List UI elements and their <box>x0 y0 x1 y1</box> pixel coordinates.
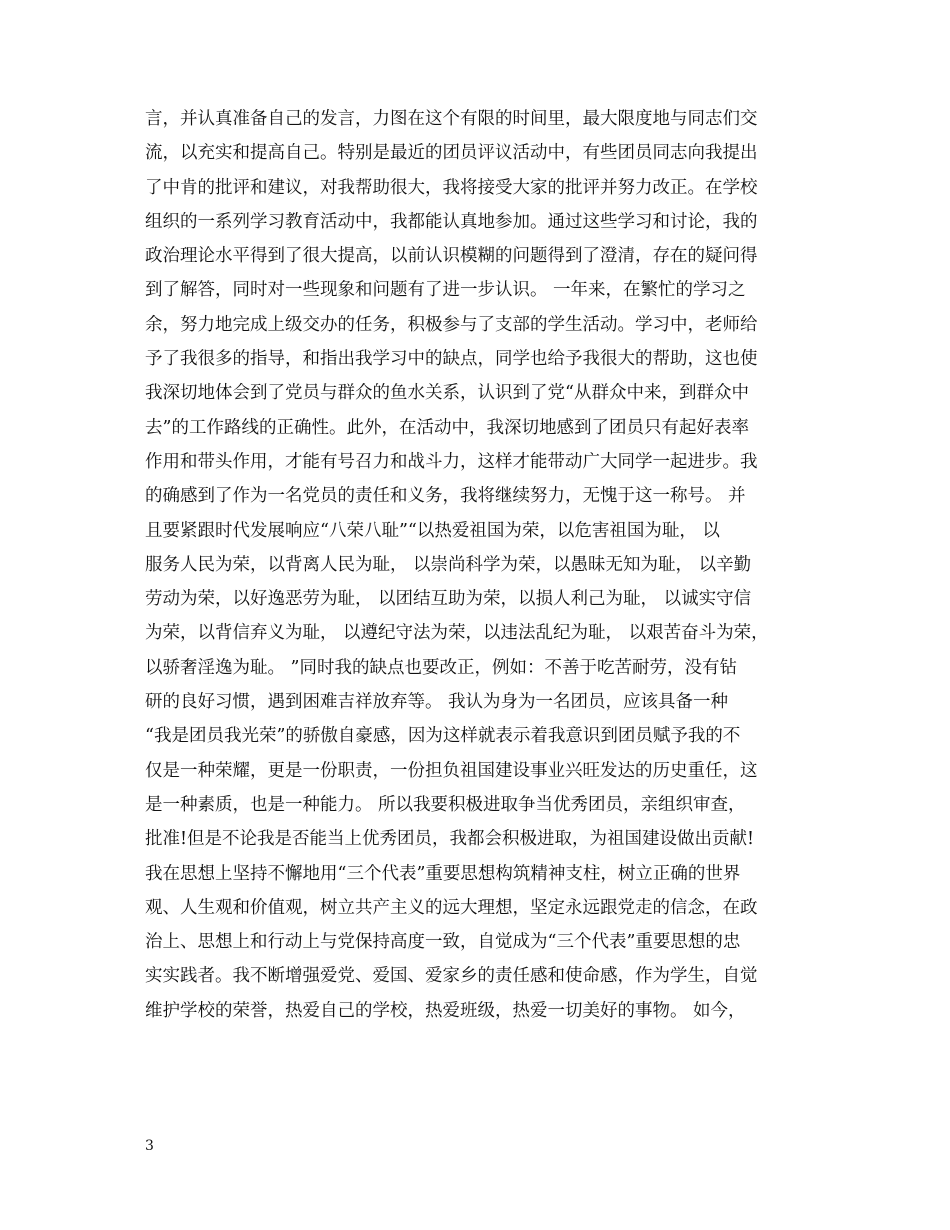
text-line: 组织的一系列学习教育活动中，我都能认真地参加。通过这些学习和讨论，我的 <box>145 211 758 232</box>
text-line: 我深切地体会到了党员与群众的鱼水关系，认识到了党“从群众中来，到群众中 <box>145 383 749 404</box>
text-line: 观、人生观和价值观，树立共产主义的远大理想，坚定永远跟党走的信念，在政 <box>145 897 758 918</box>
text-line: 批准!但是不论我是否能当上优秀团员，我都会积极进取，为祖国建设做出贡献! <box>145 829 755 850</box>
text-line: 流，以充实和提高自己。特别是最近的团员评议活动中，有些团员同志向我提出 <box>145 143 758 164</box>
text-line: 的确感到了作为一名党员的责任和义务，我将继续努力，无愧于这一称号。 并 <box>145 486 746 507</box>
text-line: “我是团员我光荣”的骄傲自豪感，因为这样就表示着我意识到团员赋予我的不 <box>145 726 741 747</box>
text-line: 且要紧跟时代发展响应“八荣八耻”“以热爱祖国为荣，以危害祖国为耻， 以 <box>145 520 720 541</box>
text-line: 去”的工作路线的正确性。此外，在活动中，我深切地感到了团员只有起好表率 <box>145 417 749 438</box>
body-text <box>145 102 810 1028</box>
text-line: 实实践者。我不断增强爱党、爱国、爱家乡的责任感和使命感，作为学生，自觉 <box>145 966 758 987</box>
text-line: 政治理论水平得到了很大提高，以前认识模糊的问题得到了澄清，存在的疑问得 <box>145 246 758 267</box>
text-line: 了中肯的批评和建议，对我帮助很大，我将接受大家的批评并努力改正。在学校 <box>145 177 758 198</box>
text-line: 治上、思想上和行动上与党保持高度一致，自觉成为“三个代表”重要思想的忠 <box>145 932 741 953</box>
page-number: 3 <box>145 1138 154 1154</box>
text-line: 仅是一种荣耀，更是一份职责，一份担负祖国建设事业兴旺发达的历史重任，这 <box>145 760 758 781</box>
text-line: 是一种素质，也是一种能力。 所以我要积极进取争当优秀团员，亲组织审查， <box>145 794 746 815</box>
text-line: 研的良好习惯，遇到困难吉祥放弃等。 我认为身为一名团员，应该具备一种 <box>145 692 729 713</box>
text-line: 以骄奢淫逸为耻。 ”同时我的缺点也要改正，例如：不善于吃苦耐劳，没有钻 <box>145 657 738 678</box>
text-line: 为荣，以背信弃义为耻， 以遵纪守法为荣，以违法乱纪为耻， 以艰苦奋斗为荣， <box>145 623 769 644</box>
text-line: 服务人民为荣，以背离人民为耻， 以崇尚科学为荣，以愚昧无知为耻， 以辛勤 <box>145 554 752 575</box>
text-line: 维护学校的荣誉，热爱自己的学校，热爱班级，热爱一切美好的事物。 如今， <box>145 1000 746 1021</box>
text-line: 言，并认真准备自己的发言，力图在这个有限的时间里，最大限度地与同志们交 <box>145 109 758 129</box>
text-line: 作用和带头作用，才能有号召力和战斗力，这样才能带动广大同学一起进步。我 <box>145 451 758 472</box>
text-line: 劳动为荣，以好逸恶劳为耻， 以团结互助为荣，以损人利己为耻， 以诚实守信 <box>145 589 752 610</box>
text-line: 予了我很多的指导，和指出我学习中的缺点，同学也给予我很大的帮助，这也使 <box>145 349 758 370</box>
text-line: 我在思想上坚持不懈地用“三个代表”重要思想构筑精神支柱，树立正确的世界 <box>145 863 741 884</box>
text-line: 余，努力地完成上级交办的任务，积极参与了支部的学生活动。学习中，老师给 <box>145 314 758 335</box>
text-line: 到了解答，同时对一些现象和问题有了进一步认识。 一年来，在繁忙的学习之 <box>145 280 746 301</box>
